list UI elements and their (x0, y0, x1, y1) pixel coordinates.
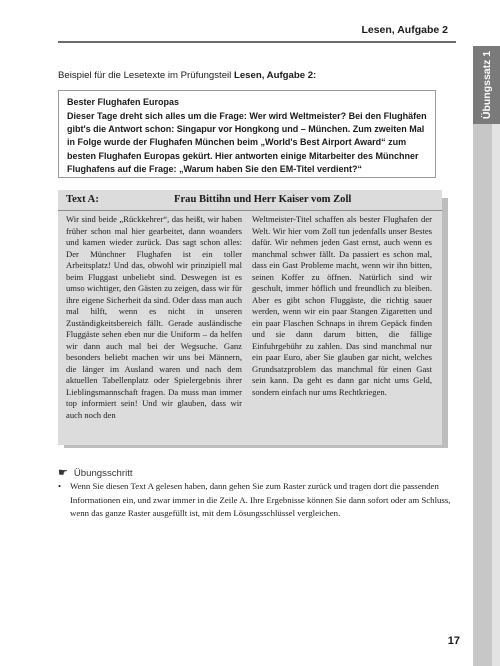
text-a-column-left (66, 214, 242, 421)
section-heading-bold: Lesen, Aufgabe 2: (233, 70, 317, 81)
header-divider (58, 41, 456, 43)
side-tab-label: Übungssatz 1 (480, 50, 493, 120)
steps-heading-label: Übungsschritt (73, 468, 133, 479)
text-a-label: Text A: (66, 194, 99, 205)
text-a-header-rule (58, 210, 442, 211)
text-a-column-right (252, 214, 432, 398)
side-tab (473, 46, 500, 124)
text-a-paragraph-left: Wir sind beide „Rückkehrer“, das heißt, wir haben früher schon mal hier gearbeitet, dann woanders und kamen wieder zurück. Das sagt schon alles: Der Münchner Flughafen ist ein toller Arbeitsplatz! Und das, obwohl wir prinzipiell mal beim Fluggast unbeliebt sind. Deswegen ist es umso wichtiger, den Gästen zu zeigen, dass wir für ihre eigene Sicherheit da sind. Oder dass man auch mal hilft, wenn es nicht in unseren Zuständigkeitsbereich fällt. Gerade ausländische Fluggäste sehen eben nur die Uniform – da helfen wir dann auch mal bei der Wegsuche. Ganz besonders beliebt machen wir uns bei Männern, die länger im Ausland waren und nach dem aktuellen Tabellenplatz oder Spielergebnis ihrer Lieblingsmannschaft fragen. Da muss man immer top informiert sein! Und wir glauben, dass wir auch noch den (66, 214, 242, 420)
steps-heading (58, 466, 133, 479)
intro-text: Dieser Tage dreht sich alles um die Frage: Wer wird Weltmeister? Bei den Flughäfen gibt's die Antwort schon: Singapur vor Hongkong und – München. Zum zweiten Mal in Folge wurde der Flughafen München beim „World's Best Airport Award“ zum besten Flughafen Europas gekürt. Hier antworten einige Mitarbeiter des Münchner Flughafens auf die Frage: „Warum haben Sie den EM-Titel verdient?“ (67, 111, 427, 174)
pointing-hand-icon: ☛ (58, 467, 68, 479)
page-number: 17 (447, 635, 460, 647)
section-heading (58, 70, 458, 81)
text-a-header (66, 192, 426, 209)
intro-box (58, 90, 436, 178)
section-heading-text: Beispiel für die Lesetexte im Prüfungsteil (58, 70, 234, 81)
side-strip-edge (492, 124, 500, 666)
steps-list (58, 480, 456, 521)
page-header-title: Lesen, Aufgabe 2 (361, 24, 448, 36)
steps-text: Wenn Sie diesen Text A gelesen haben, dann gehen Sie zum Raster zurück und tragen dort die passenden Informationen ein, und zwar immer in die Zeile A. Ihre Ergebnisse können Sie dann sofort oder am Schluss, wenn das ganze Raster ausgefüllt ist, mit dem Lösungsschlüssel vergleichen. (70, 481, 451, 519)
intro-title: Bester Flughafen Europas (67, 97, 180, 107)
bullet: • (58, 481, 62, 491)
text-a-title: Frau Bittihn und Herr Kaiser vom Zoll (174, 194, 352, 205)
text-a-paragraph-right: Weltmeister-Titel schaffen als bester Flughafen der Welt. Wir hier vom Zoll tun jedenfalls unser Bestes dafür. Wir nehmen jeden Gast ernst, auch wenn es manchmal schwer fällt. Da passiert es schon mal, dass ein Gast Probleme macht, wenn wir ihn bitten, seinen Koffer zu öffnen. Natürlich sind wir geschult, immer höflich und freundlich zu bleiben. Aber es gibt schon Fluggäste, die richtig sauer werden, wenn wir ein paar Stangen Zigaretten und ein paar Flaschen Schnaps in ihrem Gepäck finden und sie dann darum bitten, die fällige Einfuhrgebühr zu zahlen. Das sind manchmal nur ein paar Euro, aber Sie glauben gar nicht, welches Grundsatzproblem das manchmal für einen Gast sein kann. Da geht es dann gar nicht ums Geld, sondern einfach nur ums Rechtkriegen. (252, 214, 432, 397)
